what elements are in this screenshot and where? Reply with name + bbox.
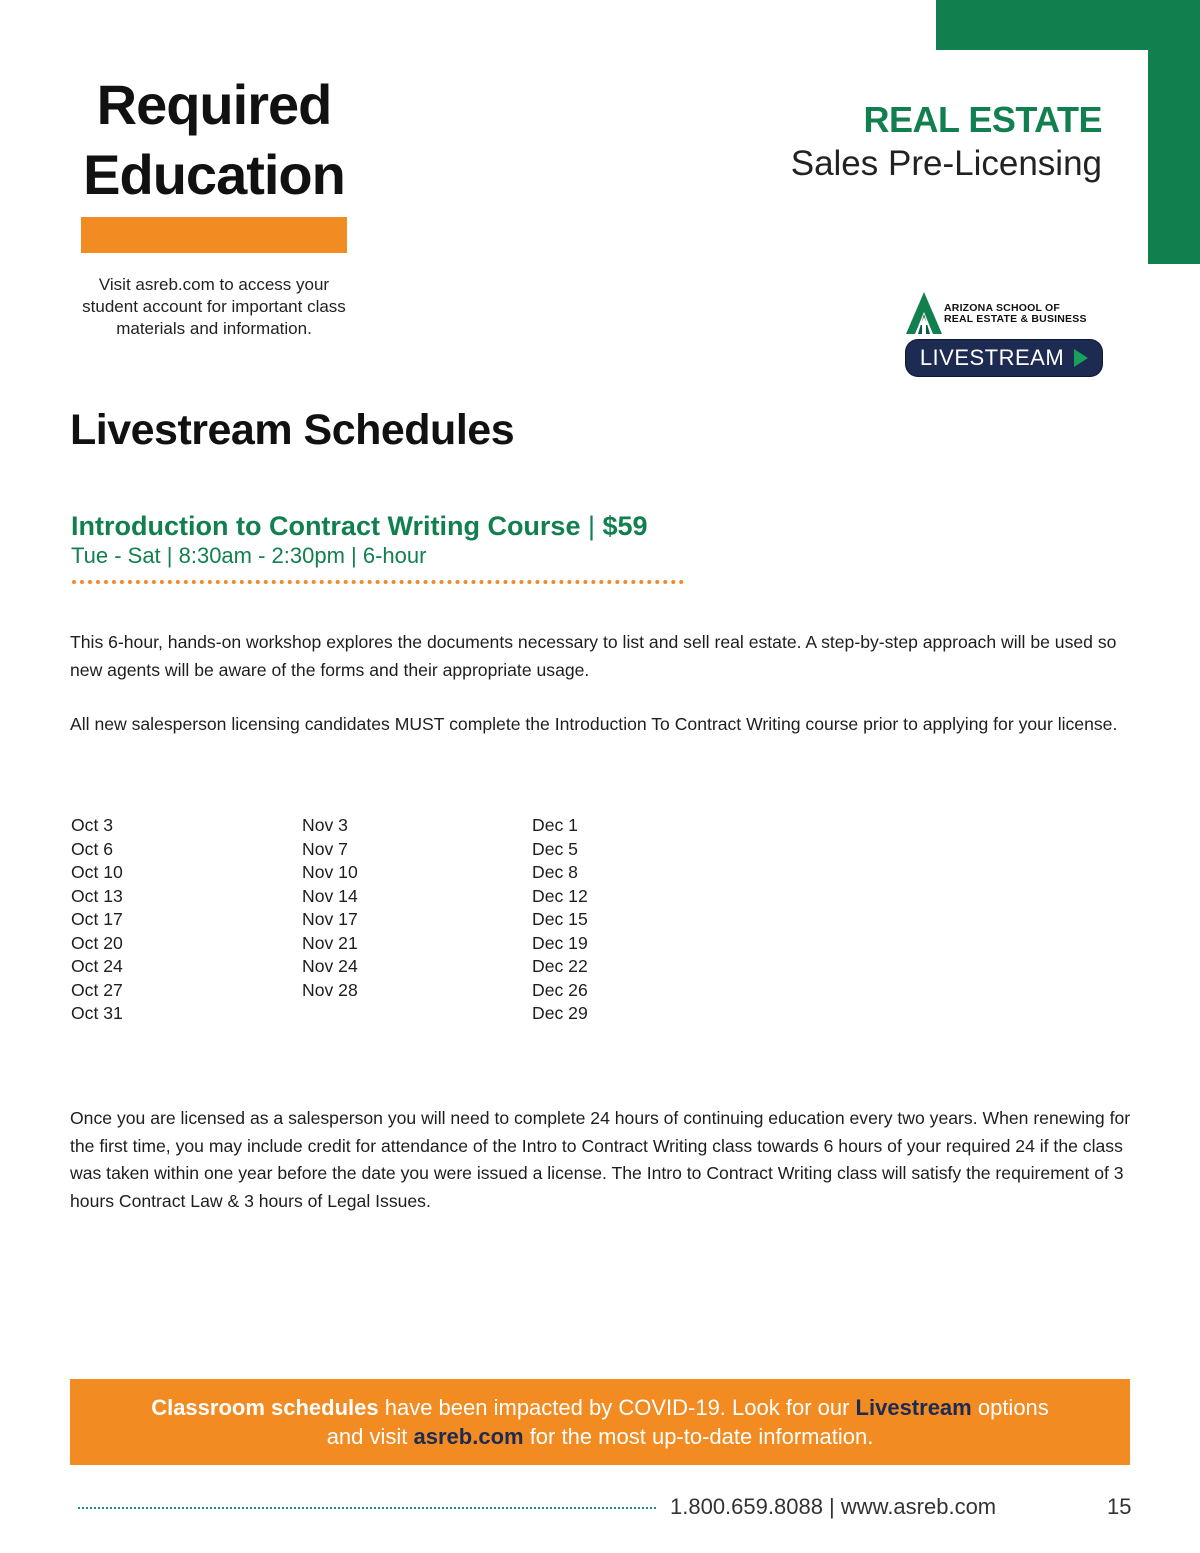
date-item: Nov 14	[302, 885, 358, 906]
category-title: REAL ESTATE	[863, 99, 1102, 140]
date-item: Oct 20	[71, 932, 123, 953]
page-number: 15	[1107, 1494, 1132, 1519]
banner-text: for the most up-to-date information.	[523, 1424, 874, 1449]
livestream-badge-label: LIVESTREAM	[919, 345, 1065, 370]
logo-name	[944, 303, 1087, 325]
date-item: Nov 21	[302, 932, 358, 953]
banner-text: and visit	[326, 1424, 414, 1449]
course-price: $59	[602, 511, 648, 541]
covid-banner	[70, 1379, 1130, 1465]
banner-line2	[70, 1422, 1130, 1451]
dates-column-dec	[532, 814, 588, 1026]
date-item: Dec 1	[532, 815, 578, 835]
section-heading: Livestream Schedules	[70, 406, 515, 454]
livestream-badge	[906, 340, 1102, 376]
date-item: Oct 3	[71, 815, 114, 835]
date-item: Dec 26	[532, 979, 588, 1000]
date-item: Dec 29	[532, 1003, 588, 1023]
banner-line1	[70, 1393, 1130, 1422]
dates-column-oct	[71, 814, 123, 1026]
footer-divider	[78, 1507, 656, 1509]
page-title	[70, 70, 358, 210]
corner-decoration-side	[1148, 0, 1200, 264]
course-requirement: All new salesperson licensing candidates MUST complete the Introduction To Contract Writing course prior to applying for your license.	[70, 714, 1118, 734]
date-item: Oct 31	[71, 1003, 123, 1023]
course-name: Introduction to Contract Writing Course	[71, 511, 581, 541]
date-item: Nov 3	[302, 815, 348, 835]
logo-row	[906, 292, 1102, 334]
category-subtitle: Sales Pre-Licensing	[790, 144, 1102, 183]
date-item: Oct 27	[71, 979, 123, 1000]
page-title-line2: Education	[83, 143, 345, 206]
banner-website-link[interactable]: asreb.com	[413, 1424, 524, 1449]
date-item: Dec 15	[532, 909, 588, 929]
banner-classroom-schedules: Classroom schedules	[151, 1395, 379, 1420]
date-item: Dec 8	[532, 862, 578, 882]
date-item: Oct 10	[71, 862, 123, 882]
date-item: Oct 6	[71, 838, 114, 859]
date-item: Dec 5	[532, 838, 578, 859]
title-accent-bar	[81, 217, 347, 253]
category-header	[791, 98, 1102, 186]
date-item: Oct 13	[71, 885, 123, 906]
date-item: Nov 7	[302, 838, 348, 859]
page-title-line1: Required	[96, 73, 332, 136]
date-item: Oct 17	[71, 909, 123, 929]
date-item: Nov 17	[302, 909, 358, 929]
logo-a-icon	[906, 292, 942, 334]
course-description: This 6-hour, hands-on workshop explores the documents necessary to list and sell real estate. A step-by-step approach will be used so new agents will be aware of the forms and their appropriate usage.	[70, 632, 1117, 680]
course-title	[71, 509, 648, 543]
footer-contact: 1.800.659.8088 | www.asreb.com	[670, 1494, 997, 1519]
date-item: Dec 22	[532, 956, 588, 976]
date-item: Nov 24	[302, 956, 358, 976]
course-meta: Tue - Sat | 8:30am - 2:30pm | 6-hour	[71, 543, 427, 568]
date-item: Nov 28	[302, 979, 358, 1000]
logo-name-line1: ARIZONA SCHOOL OF	[944, 302, 1060, 314]
date-item: Oct 24	[71, 956, 123, 976]
date-item: Dec 12	[532, 885, 588, 906]
course-title-separator: |	[587, 511, 595, 541]
date-item: Dec 19	[532, 932, 588, 953]
visit-note: Visit asreb.com to access your student account for important class materials and information.	[82, 275, 346, 338]
play-icon	[1074, 349, 1088, 367]
school-logo	[906, 292, 1102, 376]
dates-column-nov	[302, 814, 358, 1002]
banner-text: have been impacted by COVID-19. Look for our	[378, 1395, 856, 1420]
continuing-education-note: Once you are licensed as a salesperson you will need to complete 24 hours of continuing education every two years. When renewing for the first time, you may include credit for attendance of the Intro to Contract Writing class towards 6 hours of your required 24 if the class was taken within one year before the date you were issued a license. The Intro to Contract Writing class will satisfy the requirement of 3 hours Contract Law & 3 hours of Legal Issues.	[70, 1108, 1131, 1211]
date-item: Nov 10	[302, 862, 358, 882]
logo-name-line2: REAL ESTATE & BUSINESS	[944, 313, 1087, 325]
banner-livestream: Livestream	[855, 1395, 972, 1420]
banner-text: options	[971, 1395, 1049, 1420]
course-divider	[72, 580, 684, 584]
